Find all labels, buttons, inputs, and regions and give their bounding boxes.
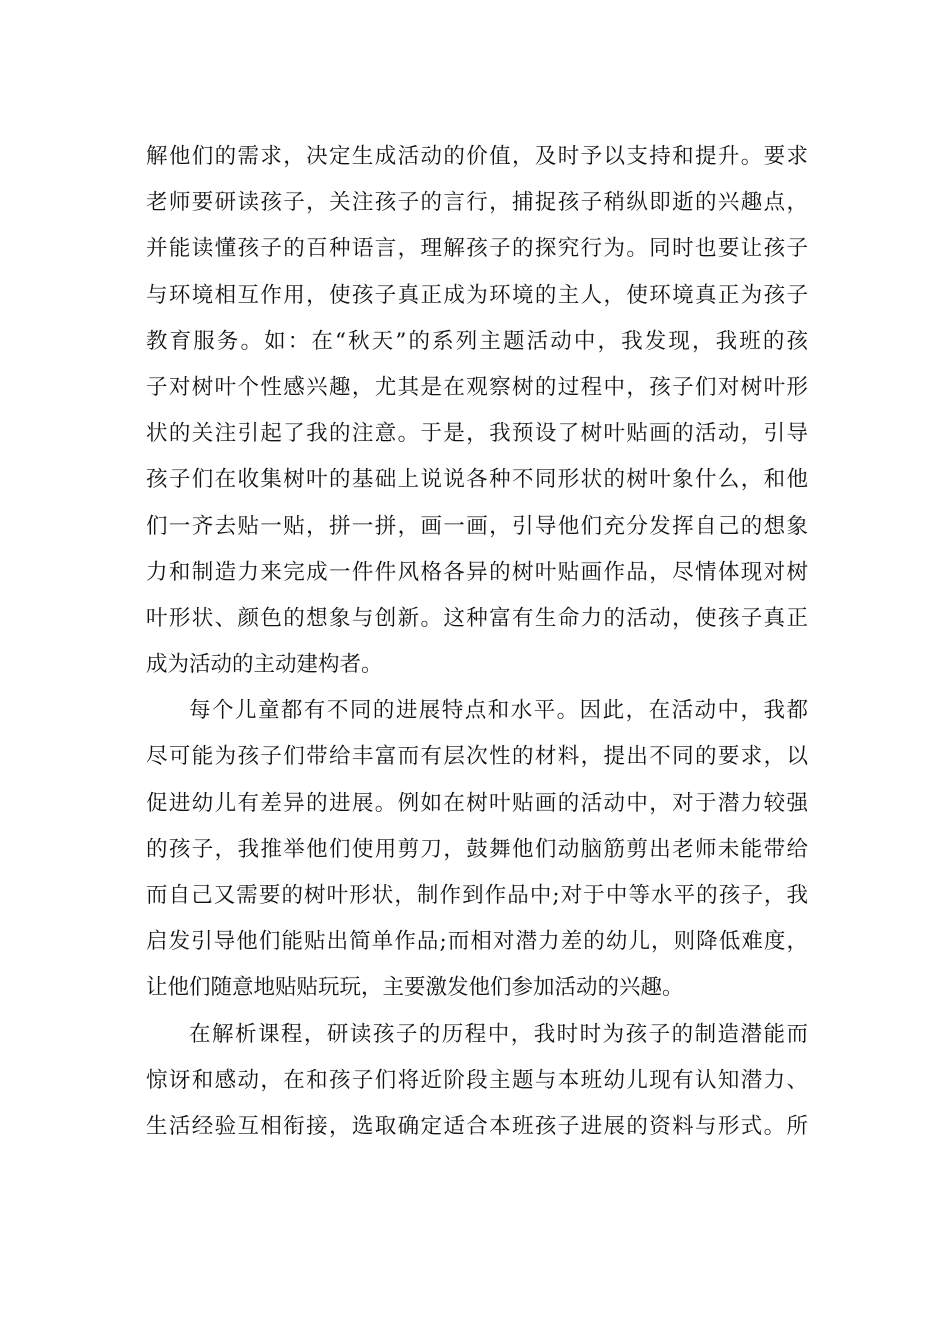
text-line: 力和制造力来完成一件件风格各异的树叶贴画作品，尽情体现对树: [146, 559, 808, 585]
text-line: 在解析课程，研读孩子的历程中，我时时为孩子的制造潜能而: [189, 1021, 808, 1047]
text-line: 们一齐去贴一贴，拼一拼，画一画，引导他们充分发挥自己的想象: [146, 513, 808, 539]
text-line: 启发引导他们能贴出简单作品;而相对潜力差的幼儿，则降低难度，: [146, 929, 808, 955]
text-line: 孩子们在收集树叶的基础上说说各种不同形状的树叶象什么，和他: [146, 467, 808, 493]
text-line: 成为活动的主动建构者。: [146, 652, 383, 678]
text-line: 每个儿童都有不同的进展特点和水平。因此，在活动中，我都: [189, 698, 808, 724]
text-line: 与环境相互作用，使孩子真正成为环境的主人，使环境真正为孩子: [146, 282, 808, 308]
text-line: 叶形状、颜色的想象与创新。这种富有生命力的活动，使孩子真正: [146, 605, 808, 631]
text-line: 惊讶和感动，在和孩子们将近阶段主题与本班幼儿现有认知潜力、: [146, 1067, 808, 1093]
text-line: 让他们随意地贴贴玩玩，主要激发他们参加活动的兴趣。: [146, 975, 684, 1001]
text-line: 并能读懂孩子的百种语言，理解孩子的探究行为。同时也要让孩子: [146, 236, 808, 262]
text-line: 教育服务。如：在“秋天”的系列主题活动中，我发现，我班的孩: [146, 328, 808, 354]
text-line: 尽可能为孩子们带给丰富而有层次性的材料，提出不同的要求，以: [146, 744, 808, 770]
paragraph-2: [146, 688, 808, 1011]
paragraph-3: [146, 1012, 808, 1151]
text-line: 促进幼儿有差异的进展。例如在树叶贴画的活动中，对于潜力较强: [146, 790, 808, 816]
document-body: [146, 134, 808, 1150]
text-line: 老师要研读孩子，关注孩子的言行，捕捉孩子稍纵即逝的兴趣点，: [146, 190, 808, 216]
text-line: 解他们的需求，决定生成活动的价值，及时予以支持和提升。要求: [146, 144, 808, 169]
text-line: 生活经验互相衔接，选取确定适合本班孩子进展的资料与形式。所: [146, 1113, 808, 1139]
text-line: 而自己又需要的树叶形状，制作到作品中;对于中等水平的孩子，我: [146, 883, 808, 908]
text-line: 子对树叶个性感兴趣，尤其是在观察树的过程中，孩子们对树叶形: [146, 374, 808, 400]
text-line: 状的关注引起了我的注意。于是，我预设了树叶贴画的活动，引导: [146, 421, 808, 447]
text-line: 的孩子，我推举他们使用剪刀，鼓舞他们动脑筋剪出老师未能带给: [146, 836, 808, 862]
paragraph-1: [146, 134, 808, 688]
